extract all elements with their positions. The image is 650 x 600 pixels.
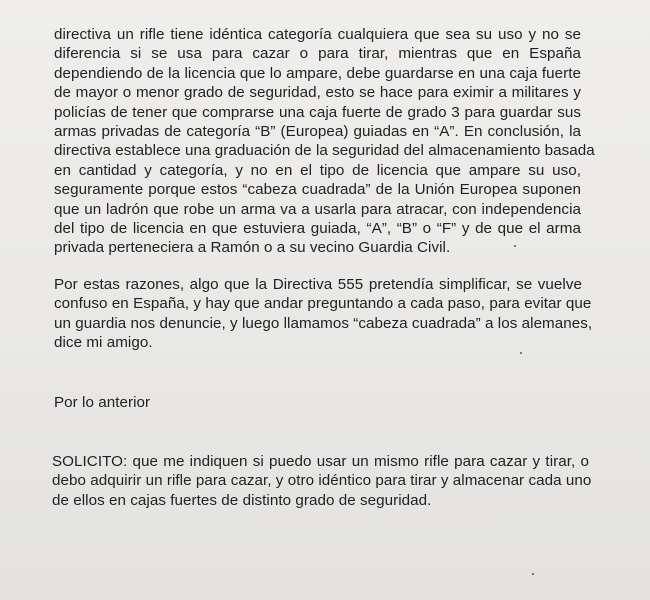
text-line: policías de tener que comprarse una caja fuerte de grado 3 para guardar sus — [54, 103, 581, 121]
text-line: directiva un rifle tiene idéntica categoría cualquiera que sea su uso y no se — [54, 26, 581, 43]
paper-speck — [514, 245, 516, 247]
paragraph-solicito — [52, 452, 592, 510]
text-line: dependiendo de la licencia que lo ampare, debe guardarse en una caja fuerte — [54, 64, 581, 82]
text-line: Por estas razones, algo que la Directiva 555 pretendía simplificar, se vuelve — [54, 276, 582, 293]
text-line: SOLICITO: que me indiquen si puedo usar un mismo rifle para cazar y tirar, o — [52, 453, 589, 470]
text-line: dice mi amigo. — [54, 334, 153, 352]
text-line: privada perteneciera a Ramón o a su vecino Guardia Civil. — [54, 239, 451, 257]
text-line: armas privadas de categoría “B” (Europea) guiadas en “A”. En conclusión, la — [54, 123, 581, 141]
text-line: de ellos en cajas fuertes de distinto grado de seguridad. — [52, 491, 432, 509]
text-line: que un ladrón que robe un arma va a usarla para atracar, con independencia — [54, 200, 581, 218]
paragraph-por-lo-anterior — [54, 393, 582, 412]
paper-speck — [532, 573, 534, 575]
paragraph-directive-comparison — [54, 25, 595, 258]
text-line: de mayor o menor grado de seguridad, esto se hace para eximir a militares y — [54, 84, 581, 102]
text-line: confuso en España, y hay que andar preguntando a cada paso, para evitar que — [54, 295, 592, 313]
text-line: un guardia nos denuncie, y luego llamamos “cabeza cuadrada” a los alemanes, — [54, 314, 593, 332]
text-line: del tipo de licencia en que estuviera guiada, “A”, “B” o “F” y de que el arma — [54, 220, 581, 238]
text-line: en cantidad y categoría, y no en el tipo de licencia que ampare su uso, — [54, 161, 581, 179]
text-line: debo adquirir un rifle para cazar, y otro idéntico para tirar y almacenar cada uno — [52, 472, 592, 490]
paper-speck — [520, 352, 522, 354]
text-line: diferencia si se usa para cazar o para tirar, mientras que en España — [54, 45, 581, 63]
text-line: directiva establece una graduación de la seguridad del almacenamiento basada — [54, 142, 595, 160]
text-line: seguramente porque estos “cabeza cuadrada” de la Unión Europea suponen — [54, 181, 581, 199]
text-line: Por lo anterior — [54, 394, 151, 411]
paragraph-reasons — [54, 275, 593, 353]
